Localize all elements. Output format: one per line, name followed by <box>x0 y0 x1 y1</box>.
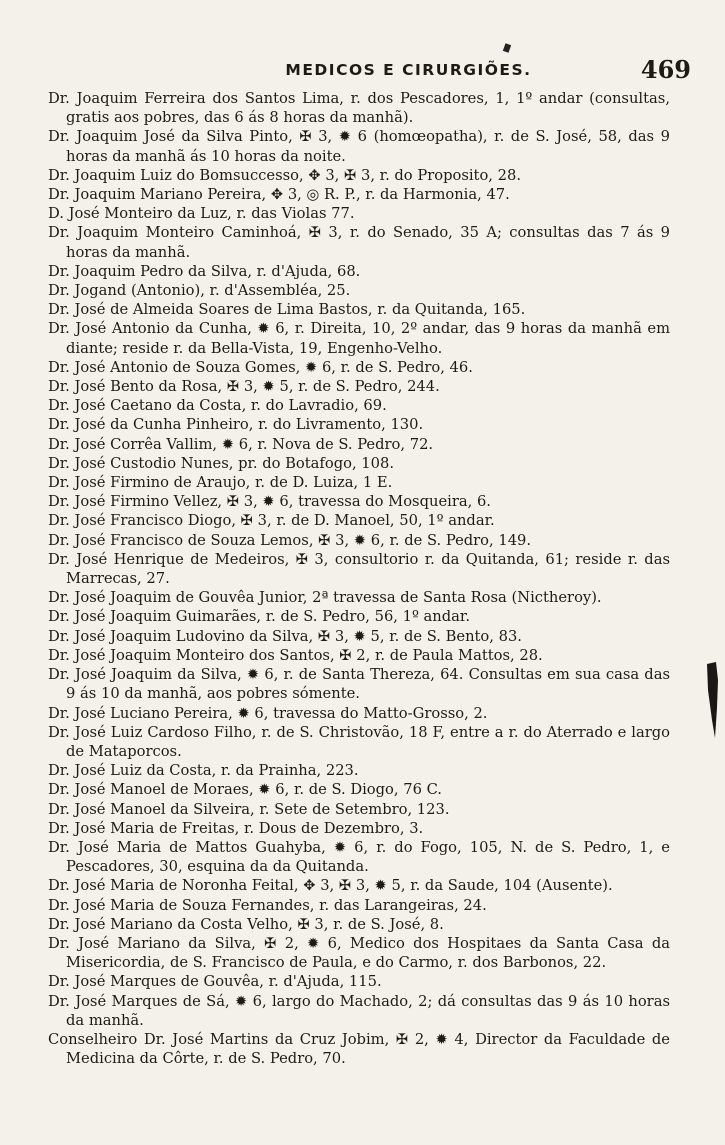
page-header <box>40 55 697 91</box>
list-item: Dr. José Joaquim de Gouvêa Junior, 2ª travessa de Santa Rosa (Nictheroy). <box>48 589 602 607</box>
list-item: Dr. Joaquim Mariano Pereira, ✥ 3, ◎ R. P., r. da Harmonia, 47. <box>48 186 510 204</box>
list-item: Dr. José Francisco de Souza Lemos, ✠ 3, ✹ 6, r. de S. Pedro, 149. <box>48 531 532 549</box>
list-item: Conselheiro Dr. José Martins da Cruz Jobim, ✠ 2, ✹ 4, Director da Faculdade de Medicina da Côrte, r. de S. Pedro, 70. <box>48 1030 670 1068</box>
list-item: Dr. José Luiz Cardoso Filho, r. de S. Christovão, 18 F, entre a r. do Aterrado e largo de Mataporcos. <box>48 723 670 760</box>
list-item: Dr. José Firmino Vellez, ✠ 3, ✹ 6, travessa do Mosqueira, 6. <box>48 493 491 511</box>
list-item: Dr. José de Almeida Soares de Lima Bastos, r. da Quitanda, 165. <box>48 301 526 319</box>
list-item: Dr. José Manoel da Silveira, r. Sete de Setembro, 123. <box>48 800 450 818</box>
list-item: Dr. José Maria de Mattos Guahyba, ✹ 6, r. do Fogo, 105, N. de S. Pedro, 1, e Pescadores, 30, esquina da da Quitanda. <box>48 838 670 876</box>
list-item: Dr. Jogand (Antonio), r. d'Assembléa, 25. <box>48 282 351 300</box>
list-item: Dr. José Luciano Pereira, ✹ 6, travessa do Matto-Grosso, 2. <box>48 704 488 722</box>
list-item: Dr. José Joaquim Ludovino da Silva, ✠ 3, ✹ 5, r. de S. Bento, 83. <box>48 627 522 645</box>
page-number: 469 <box>640 55 691 84</box>
list-item: Dr. Joaquim Pedro da Silva, r. d'Ajuda, 68. <box>48 262 361 280</box>
margin-ink-mark <box>705 660 719 740</box>
directory-list <box>48 89 670 1068</box>
list-item: Dr. José Manoel de Moraes, ✹ 6, r. de S. Diogo, 76 C. <box>48 781 442 799</box>
ink-speck <box>503 43 511 53</box>
list-item: Dr. José Maria de Noronha Feital, ✥ 3, ✠ 3, ✹ 5, r. da Saude, 104 (Ausente). <box>48 877 613 895</box>
list-item: Dr. José Custodio Nunes, pr. do Botafogo, 108. <box>48 454 394 472</box>
list-item: Dr. José Marques de Sá, ✹ 6, largo do Machado, 2; dá consultas das 9 ás 10 horas da manhã. <box>48 992 670 1029</box>
running-title: MEDICOS E CIRURGIÕES. <box>285 61 532 79</box>
list-item: Dr. José Mariano da Silva, ✠ 2, ✹ 6, Medico dos Hospitaes da Santa Casa da Misericordia, de S. Francisco de Paula, e do Carmo, r. dos Barbonos, 22. <box>48 934 670 972</box>
list-item: Dr. José Corrêa Vallim, ✹ 6, r. Nova de S. Pedro, 72. <box>48 435 434 453</box>
list-item: Dr. José Joaquim Guimarães, r. de S. Pedro, 56, 1º andar. <box>48 608 471 626</box>
list-item: Dr. José Joaquim da Silva, ✹ 6, r. de Santa Thereza, 64. Consultas em sua casa das 9 ás 10 da manhã, aos pobres sómente. <box>48 666 670 703</box>
list-item: Dr. José Antonio de Souza Gomes, ✹ 6, r. de S. Pedro, 46. <box>48 358 473 376</box>
list-item: D. José Monteiro da Luz, r. das Violas 77. <box>48 205 355 223</box>
list-item: Dr. José Antonio da Cunha, ✹ 6, r. Direita, 10, 2º andar, das 9 horas da manhã em diante; reside r. da Bella-Vista, 19, Engenho-Velho. <box>48 320 670 357</box>
list-item: Dr. José Maria de Freitas, r. Dous de Dezembro, 3. <box>48 819 424 837</box>
list-item: Dr. José Joaquim Monteiro dos Santos, ✠ 2, r. de Paula Mattos, 28. <box>48 646 543 664</box>
list-item: Dr. José Firmino de Araujo, r. de D. Luiza, 1 E. <box>48 474 393 492</box>
list-item: Dr. José Marques de Gouvêa, r. d'Ajuda, 115. <box>48 973 382 991</box>
list-item: Dr. Joaquim Luiz do Bomsuccesso, ✥ 3, ✠ 3, r. do Proposito, 28. <box>48 166 521 184</box>
list-item: Dr. José Henrique de Medeiros, ✠ 3, consultorio r. da Quitanda, 61; reside r. das Marrecas, 27. <box>48 550 670 588</box>
list-item: Dr. José Luiz da Costa, r. da Prainha, 223. <box>48 762 359 780</box>
list-item: Dr. José Mariano da Costa Velho, ✠ 3, r. de S. José, 8. <box>48 915 444 933</box>
list-item: Dr. José Bento da Rosa, ✠ 3, ✹ 5, r. de S. Pedro, 244. <box>48 378 440 396</box>
list-item: Dr. José Caetano da Costa, r. do Lavradio, 69. <box>48 397 387 415</box>
list-item: Dr. José da Cunha Pinheiro, r. do Livramento, 130. <box>48 416 424 434</box>
list-item: Dr. José Francisco Diogo, ✠ 3, r. de D. Manoel, 50, 1º andar. <box>48 512 495 530</box>
list-item: Dr. Joaquim José da Silva Pinto, ✠ 3, ✹ 6 (homœopatha), r. de S. José, 58, das 9 horas da manhã ás 10 horas da noite. <box>48 128 670 165</box>
list-item: Dr. Joaquim Monteiro Caminhoá, ✠ 3, r. do Senado, 35 A; consultas das 7 ás 9 horas da manhã. <box>48 224 670 261</box>
list-item: Dr. Joaquim Ferreira dos Santos Lima, r. dos Pescadores, 1, 1º andar (consultas, gratis aos pobres, das 6 ás 8 horas da manhã). <box>48 90 670 127</box>
list-item: Dr. José Maria de Souza Fernandes, r. das Larangeiras, 24. <box>48 896 487 914</box>
